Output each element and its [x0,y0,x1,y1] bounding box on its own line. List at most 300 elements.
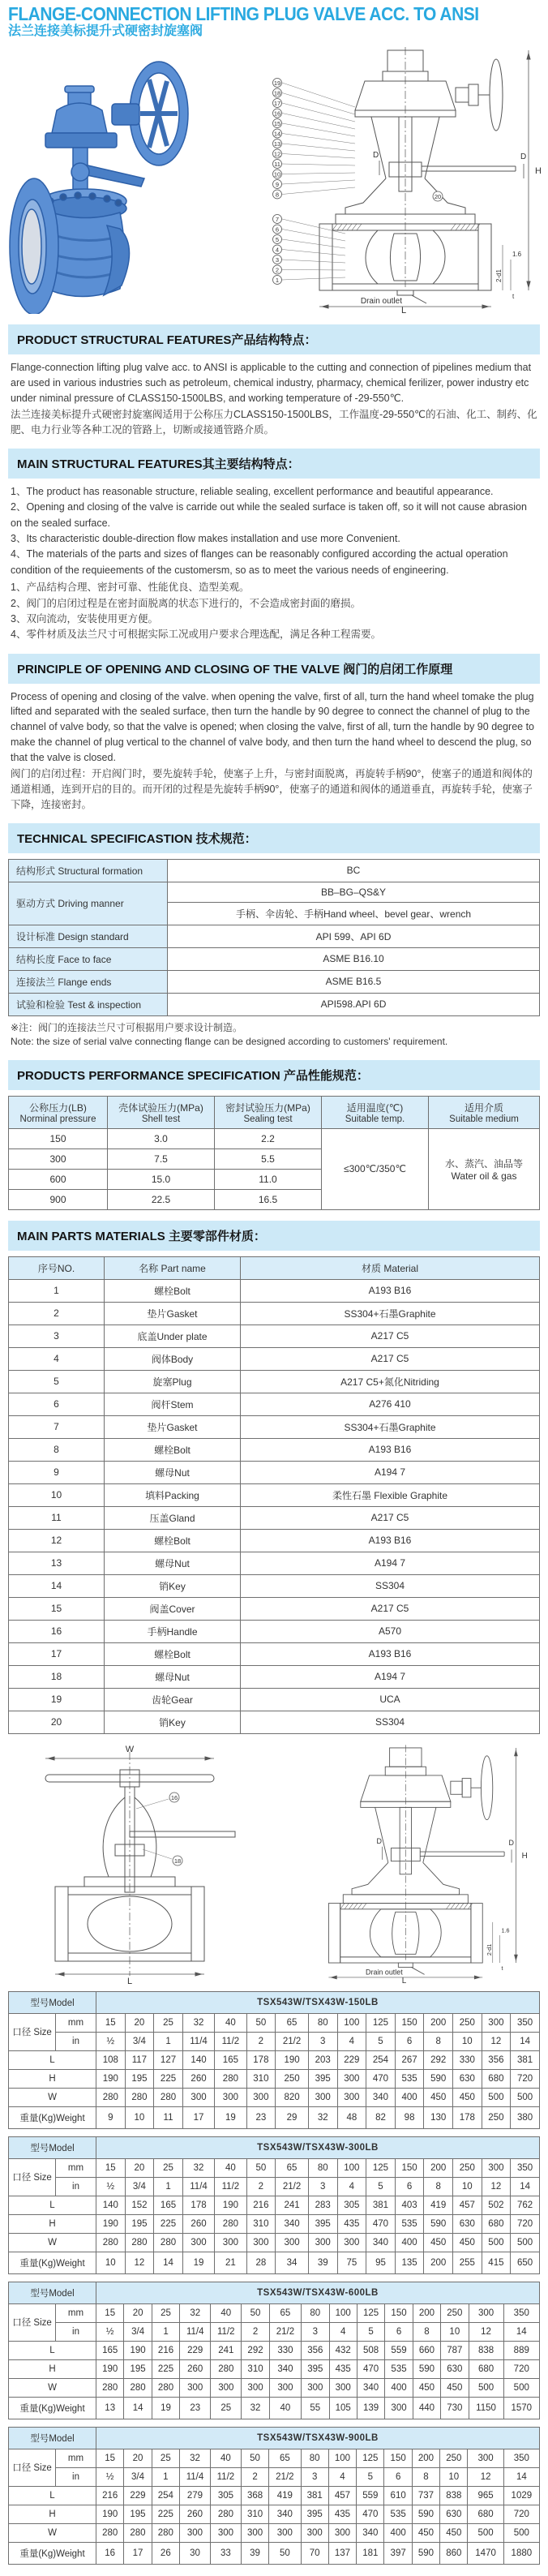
table-cell: mm [56,2449,96,2467]
table-cell: 9 [9,1461,105,1483]
table-cell: 502 [482,2196,511,2214]
table-cell: H [9,2359,96,2378]
table-cell: 470 [366,2069,396,2088]
table-cell: 280 [215,2214,246,2233]
table-cell: 900 [9,1189,108,1209]
table-cell: 型号Model [9,1991,96,2013]
table-cell: 16 [9,1620,105,1642]
table-cell: 535 [384,2505,412,2523]
dim-label-d2: D [376,1836,382,1845]
table-cell: 200 [424,2252,453,2273]
table-cell: 350 [503,2449,539,2467]
table-cell: 310 [246,2214,276,2233]
table-cell: 型号Model [9,2427,96,2449]
table-cell: 356 [482,2050,511,2069]
table-cell: 1 [152,2322,179,2341]
table-cell: 508 [357,2341,384,2359]
table-cell: 23 [246,2106,276,2128]
table-cell: 403 [395,2196,424,2214]
table-cell: 8 [424,2032,453,2050]
table-cell: 14 [9,1574,105,1597]
parts-table-row [9,1506,540,1529]
table-cell: 2 [9,1302,105,1324]
table-cell: 1 [154,2177,183,2196]
table-cell: 630 [441,2359,469,2378]
table-cell: 229 [337,2050,366,2069]
table-cell: 1029 [503,2486,539,2505]
table-cell: 5 [357,2322,384,2341]
table-cell: 100 [337,2013,366,2032]
table-cell: SS304+石墨Graphite [241,1302,540,1324]
table-cell: 300 [308,2233,337,2252]
table-cell: 1570 [503,2397,539,2419]
table-cell: 14 [511,2177,540,2196]
table-cell: SS304+石墨Graphite [241,1415,540,1438]
table-cell: 3/4 [125,2177,154,2196]
table-cell: 65 [269,2449,301,2467]
table-cell: 98 [395,2106,424,2128]
table-cell: 螺母Nut [105,1552,241,1574]
dim-label-d2: D [373,151,379,161]
table-cell: 680 [482,2214,511,2233]
tech-spec-note-en: Note: the size of serial valve connecting flange can be designed according to customers' requirement. [11,1036,448,1048]
table-cell: 95 [366,2252,396,2273]
callout-number: 17 [273,100,281,108]
column-header-line: Suitable medium [449,1114,519,1124]
table-cell: 螺栓Bolt [105,1438,241,1461]
table-cell: 292 [242,2341,269,2359]
table-cell [108,1096,215,1128]
table-cell: ASME B16.5 [168,970,540,993]
table-cell: 13 [96,2397,124,2419]
table-cell: 口径 Size [9,2158,56,2196]
table-cell: 10 [9,1483,105,1506]
table-cell: 139 [357,2397,384,2419]
table-cell: 300 [302,2378,329,2397]
table-cell: mm [56,2158,96,2177]
table-cell: 2.2 [215,1128,322,1148]
table-cell: 15 [96,2303,124,2322]
table-cell: 680 [482,2069,511,2088]
table-cell: 14 [124,2397,152,2419]
table-cell: 280 [124,2523,152,2542]
callout-number: 9 [275,181,280,189]
table-cell: 250 [276,2069,309,2088]
table-cell: 25 [154,2158,183,2177]
table-cell: 310 [246,2069,276,2088]
table-cell: 7.5 [108,1148,215,1169]
table-cell: 267 [395,2050,424,2069]
table-cell: 螺栓Bolt [105,1529,241,1552]
table-cell: 2 [246,2177,276,2196]
table-cell: 40 [215,2013,246,2032]
table-cell: 13 [9,1552,105,1574]
valve-photo-illustration [0,42,268,314]
table-cell: 280 [211,2359,242,2378]
table-cell: 5 [357,2467,384,2486]
table-cell: 415 [482,2252,511,2273]
table-cell: 435 [329,2359,357,2378]
table-cell: 70 [301,2542,328,2564]
table-cell: API 599、API 6D [168,925,540,947]
callout-number: 4 [275,246,280,254]
table-cell: 127 [154,2050,183,2069]
table-cell: 216 [96,2486,124,2505]
table-cell: 8 [413,2322,440,2341]
top-figures [0,42,548,314]
product-features-text-zh: 法兰连接美标提升式硬密封旋塞阀适用于公称压力CLASS150-1500LBS，工作温度-29-550℃的石油、化工、制药、化肥、电力行业等各种工况的管路上，切断或接通管路介质。 [11,409,537,436]
table-cell: 356 [302,2341,329,2359]
table-cell: 50 [246,2158,276,2177]
table-cell: 20 [9,1711,105,1733]
table-cell: 283 [308,2196,337,2214]
table-cell: 165 [154,2196,183,2214]
table-cell: 6 [385,2322,413,2341]
table-cell: 350 [503,2303,539,2322]
table-cell: 737 [412,2486,439,2505]
bolt-holes-label: 2-d1 [495,269,503,283]
table-cell: 190 [96,2214,126,2233]
table-cell: 销Key [105,1711,241,1733]
table-cell: 序号NO. [9,1256,105,1279]
table-cell: 32 [182,2158,214,2177]
table-cell: 500 [503,2378,539,2397]
model-name: TSX543W/TSX43W-150LB [96,1991,540,2013]
table-cell: 400 [395,2088,424,2106]
table-cell: 1880 [503,2542,539,2564]
table-cell: 400 [384,2523,412,2542]
table-cell: 310 [241,2505,268,2523]
table-cell: 450 [441,2378,469,2397]
table-cell: 500 [482,2088,511,2106]
table-cell: 11/2 [211,2322,242,2341]
table-cell: 680 [468,2505,503,2523]
table-cell: 165 [96,2341,124,2359]
performance-table [8,1096,540,1210]
table-cell: 350 [511,2158,540,2177]
table-cell [322,1096,429,1128]
table-cell: 21/2 [276,2177,309,2196]
column-header-line: Sealing test [243,1114,293,1124]
table-cell: 3/4 [125,2032,154,2050]
table-cell: 292 [424,2050,453,2069]
table-cell: 65 [269,2303,301,2322]
table-cell: 100 [329,2303,357,2322]
table-cell: 15.0 [108,1169,215,1189]
table-cell: 32 [308,2106,337,2128]
table-cell: UCA [241,1688,540,1711]
table-cell: 300 [182,2233,214,2252]
table-cell: 12 [482,2032,511,2050]
top-drawing [268,42,548,314]
table-cell: 型号Model [9,2282,96,2303]
table-cell: 阀体Body [105,1347,241,1370]
table-cell: 178 [246,2050,276,2069]
table-cell: 10 [96,2252,126,2273]
table-cell: H [9,2505,96,2523]
table-cell: 3 [308,2177,337,2196]
callout-number: 1 [275,277,280,285]
table-cell: 450 [452,2088,482,2106]
table-cell: 17 [182,2106,214,2128]
table-cell: A193 B16 [241,1529,540,1552]
table-cell: 150 [395,2013,424,2032]
table-cell: 730 [441,2397,469,2419]
table-cell: 255 [452,2252,482,2273]
table-cell: 试验和检验 Test & inspection [9,993,168,1015]
table-cell: 125 [357,2303,384,2322]
table-cell: 1 [152,2467,179,2486]
table-cell: 5.5 [215,1148,322,1169]
table-cell: ≤300℃/350℃ [322,1128,429,1209]
table-cell: L [9,2050,96,2069]
table-cell: A193 B16 [241,1279,540,1302]
table-cell: 39 [308,2252,337,2273]
table-cell: 4 [329,2322,357,2341]
table-cell: in [56,2032,96,2050]
table-cell: 190 [96,2069,126,2088]
table-cell: 连接法兰 Flange ends [9,970,168,993]
bottom-right-drawing [268,1741,548,1984]
table-cell: 100 [328,2449,356,2467]
table-cell: 300 [301,2523,328,2542]
principle-text-zh: 阀门的启闭过程：开启阀门时，要先旋转手轮，使塞子上升，与密封面脱离，再旋转手柄90°，使塞子的通道和阀体的通道相通，连到开启的目的。而开闭的过程是先旋转手柄90°，使塞子的通道和阀体的通道垂直，再旋转手轮，使塞子下降，连接密封。 [11,768,533,810]
table-cell: 25 [211,2397,242,2419]
table-cell: 590 [424,2069,453,2088]
table-cell: 7 [9,1415,105,1438]
table-cell: 21/2 [269,2322,301,2341]
table-cell: 300 [482,2158,511,2177]
table-cell: 150 [385,2303,413,2322]
table-cell: 15 [96,2013,126,2032]
table-cell: 22.5 [108,1189,215,1209]
table-cell: 压盖Gland [105,1506,241,1529]
table-cell: 280 [125,2233,154,2252]
table-cell: W [9,2088,96,2106]
bottom-figures [0,1741,548,1984]
table-cell: 11/2 [215,2177,246,2196]
callout-number: 8 [275,191,280,199]
table-cell: 395 [308,2214,337,2233]
table-cell: H [9,2214,96,2233]
table-cell: 300 [210,2523,241,2542]
table-cell: 250 [452,2013,482,2032]
table-cell: 280 [96,2523,124,2542]
parts-table-row [9,1370,540,1393]
table-cell: 名称 Part name [105,1256,241,1279]
table-cell: A194 7 [241,1665,540,1688]
table-cell: 300 [337,2069,366,2088]
table-cell: 40 [210,2449,241,2467]
table-cell: 11 [154,2106,183,2128]
table-cell: 280 [154,2233,183,2252]
table-cell: 340 [357,2378,384,2397]
table-cell: 500 [511,2088,540,2106]
table-cell: 21/2 [269,2467,301,2486]
table-cell: 300 [180,2378,211,2397]
table-cell: 280 [96,2378,124,2397]
table-cell: 2 [242,2322,269,2341]
table-cell: 旋塞Plug [105,1370,241,1393]
table-cell: 32 [182,2013,214,2032]
table-cell: 销Key [105,1574,241,1597]
table-cell: 80 [302,2303,329,2322]
parts-table-row [9,1620,540,1642]
table-cell: 300 [276,2233,309,2252]
table-cell: 280 [215,2069,246,2088]
table-cell: 50 [269,2542,301,2564]
parts-table-row [9,1574,540,1597]
table-cell: 结构长度 Face to face [9,947,168,970]
table-cell: 螺母Nut [105,1461,241,1483]
table-cell: 195 [125,2214,154,2233]
table-cell: in [56,2467,96,2486]
table-cell: 150 [384,2449,412,2467]
table-cell: 6 [395,2177,424,2196]
callout-number: 14 [273,130,281,138]
table-cell: 225 [154,2214,183,2233]
table-cell: 150 [395,2158,424,2177]
roughness-label: 1.6 [512,251,522,259]
table-cell: 33 [210,2542,241,2564]
table-cell: 190 [96,2505,124,2523]
table-cell: 300 [329,2378,357,2397]
table-cell: 阀盖Cover [105,1597,241,1620]
table-cell: 720 [511,2214,540,2233]
parts-table-row [9,1324,540,1347]
table-cell: 330 [452,2050,482,2069]
table-cell: 241 [211,2341,242,2359]
table-cell: 10 [452,2177,482,2196]
table-cell: 500 [482,2233,511,2252]
table-cell: 6 [395,2032,424,2050]
table-cell: 垫片Gasket [105,1415,241,1438]
table-cell: 300 [215,2233,246,2252]
table-cell: 口径 Size [9,2303,56,2341]
callout-number: 11 [274,161,280,169]
table-cell: 300 [246,2088,276,2106]
table-cell: 200 [413,2303,440,2322]
table-cell: 82 [366,2106,396,2128]
table-cell: 重量(Kg)Weight [9,2252,96,2273]
table-cell: 齿轮Gear [105,1688,241,1711]
dim-label-d: D [508,1838,514,1847]
table-cell: 11/4 [179,2467,210,2486]
table-cell: 260 [179,2505,210,2523]
table-cell: 965 [468,2486,503,2505]
table-cell: 432 [329,2341,357,2359]
table-cell: 口径 Size [9,2449,56,2486]
table-cell: 300 [242,2378,269,2397]
table-cell: 300 [241,2523,268,2542]
dim-label-d: D [520,152,527,162]
callout-number: 3 [275,256,280,264]
parts-table-row [9,1393,540,1415]
table-cell: 16.5 [215,1189,322,1209]
table-cell: 300 [179,2523,210,2542]
table-cell: 14 [503,2467,539,2486]
table-cell: 17 [9,1642,105,1665]
table-cell: 340 [276,2214,309,2233]
table-cell: 20 [125,2158,154,2177]
table-cell: 310 [242,2359,269,2378]
table-cell: 610 [384,2486,412,2505]
table-cell: ½ [96,2322,124,2341]
table-cell: 330 [269,2341,301,2359]
table-cell: 10 [441,2322,469,2341]
table-cell: 300 [337,2233,366,2252]
table-cell: L [9,2196,96,2214]
table-cell: A193 B16 [241,1438,540,1461]
table-cell: 15 [96,2449,124,2467]
table-cell: A194 7 [241,1552,540,1574]
table-cell: 5 [366,2177,396,2196]
table-cell: A194 7 [241,1461,540,1483]
table-cell: 395 [308,2069,337,2088]
table-cell: 380 [511,2106,540,2128]
column-header-line: 壳体试验压力(MPa) [118,1101,203,1114]
feature-item: 2、阀门的启闭过程是在密封面脱离的状态下进行的，不会造成密封面的磨损。 [11,597,361,609]
table-cell: 125 [366,2158,396,2177]
table-cell: 螺栓Bolt [105,1642,241,1665]
table-cell: 3 [301,2467,328,2486]
callout-number: 13 [273,140,281,148]
table-cell: 材质 Material [241,1256,540,1279]
table-cell: 195 [125,2069,154,2088]
table-cell: 350 [511,2013,540,2032]
table-cell: 200 [412,2449,439,2467]
section-parts-title: MAIN PARTS MATERIALS 主要零部件材质： [8,1221,540,1251]
table-cell: A193 B16 [241,1642,540,1665]
table-cell: 300 [328,2523,356,2542]
roughness-label: 1.6 [501,1926,510,1934]
table-cell: 260 [180,2359,211,2378]
table-cell: 559 [357,2486,384,2505]
table-cell: 457 [328,2486,356,2505]
section-technical-spec-title: TECHNICAL SPECIFICASTION 技术规范： [8,823,540,853]
table-cell: 1 [154,2032,183,2050]
table-cell: 140 [96,2196,126,2214]
table-cell: A217 C5+氮化Nitriding [241,1370,540,1393]
model-name: TSX543W/TSX43W-300LB [96,2136,540,2158]
table-cell: 400 [395,2233,424,2252]
section-product-features-title: PRODUCT STRUCTURAL FEATURES产品结构特点： [8,324,540,354]
table-cell: 50 [242,2303,269,2322]
table-cell: 75 [337,2252,366,2273]
parts-table-row [9,1665,540,1688]
table-cell: 21/2 [276,2032,309,2050]
table-cell: 4 [328,2467,356,2486]
table-cell: 300 [269,2378,301,2397]
table-cell: 280 [96,2233,126,2252]
table-cell: 65 [276,2013,309,2032]
table-cell: 6 [384,2467,412,2486]
table-cell: 229 [180,2341,211,2359]
table-cell: 650 [511,2252,540,2273]
table-cell: L [9,2486,96,2505]
table-cell: mm [56,2303,96,2322]
callout-number: 5 [275,236,280,244]
table-cell: 300 [182,2088,214,2106]
table-cell: 3.0 [108,1128,215,1148]
table-cell: 381 [511,2050,540,2069]
bottom-left-drawing [0,1741,268,1984]
table-cell: 设计标准 Design standard [9,925,168,947]
table-cell: 型号Model [9,2136,96,2158]
table-cell: 300 [9,1148,108,1169]
callout-number: 6 [275,225,280,234]
table-cell: 29 [276,2106,309,2128]
